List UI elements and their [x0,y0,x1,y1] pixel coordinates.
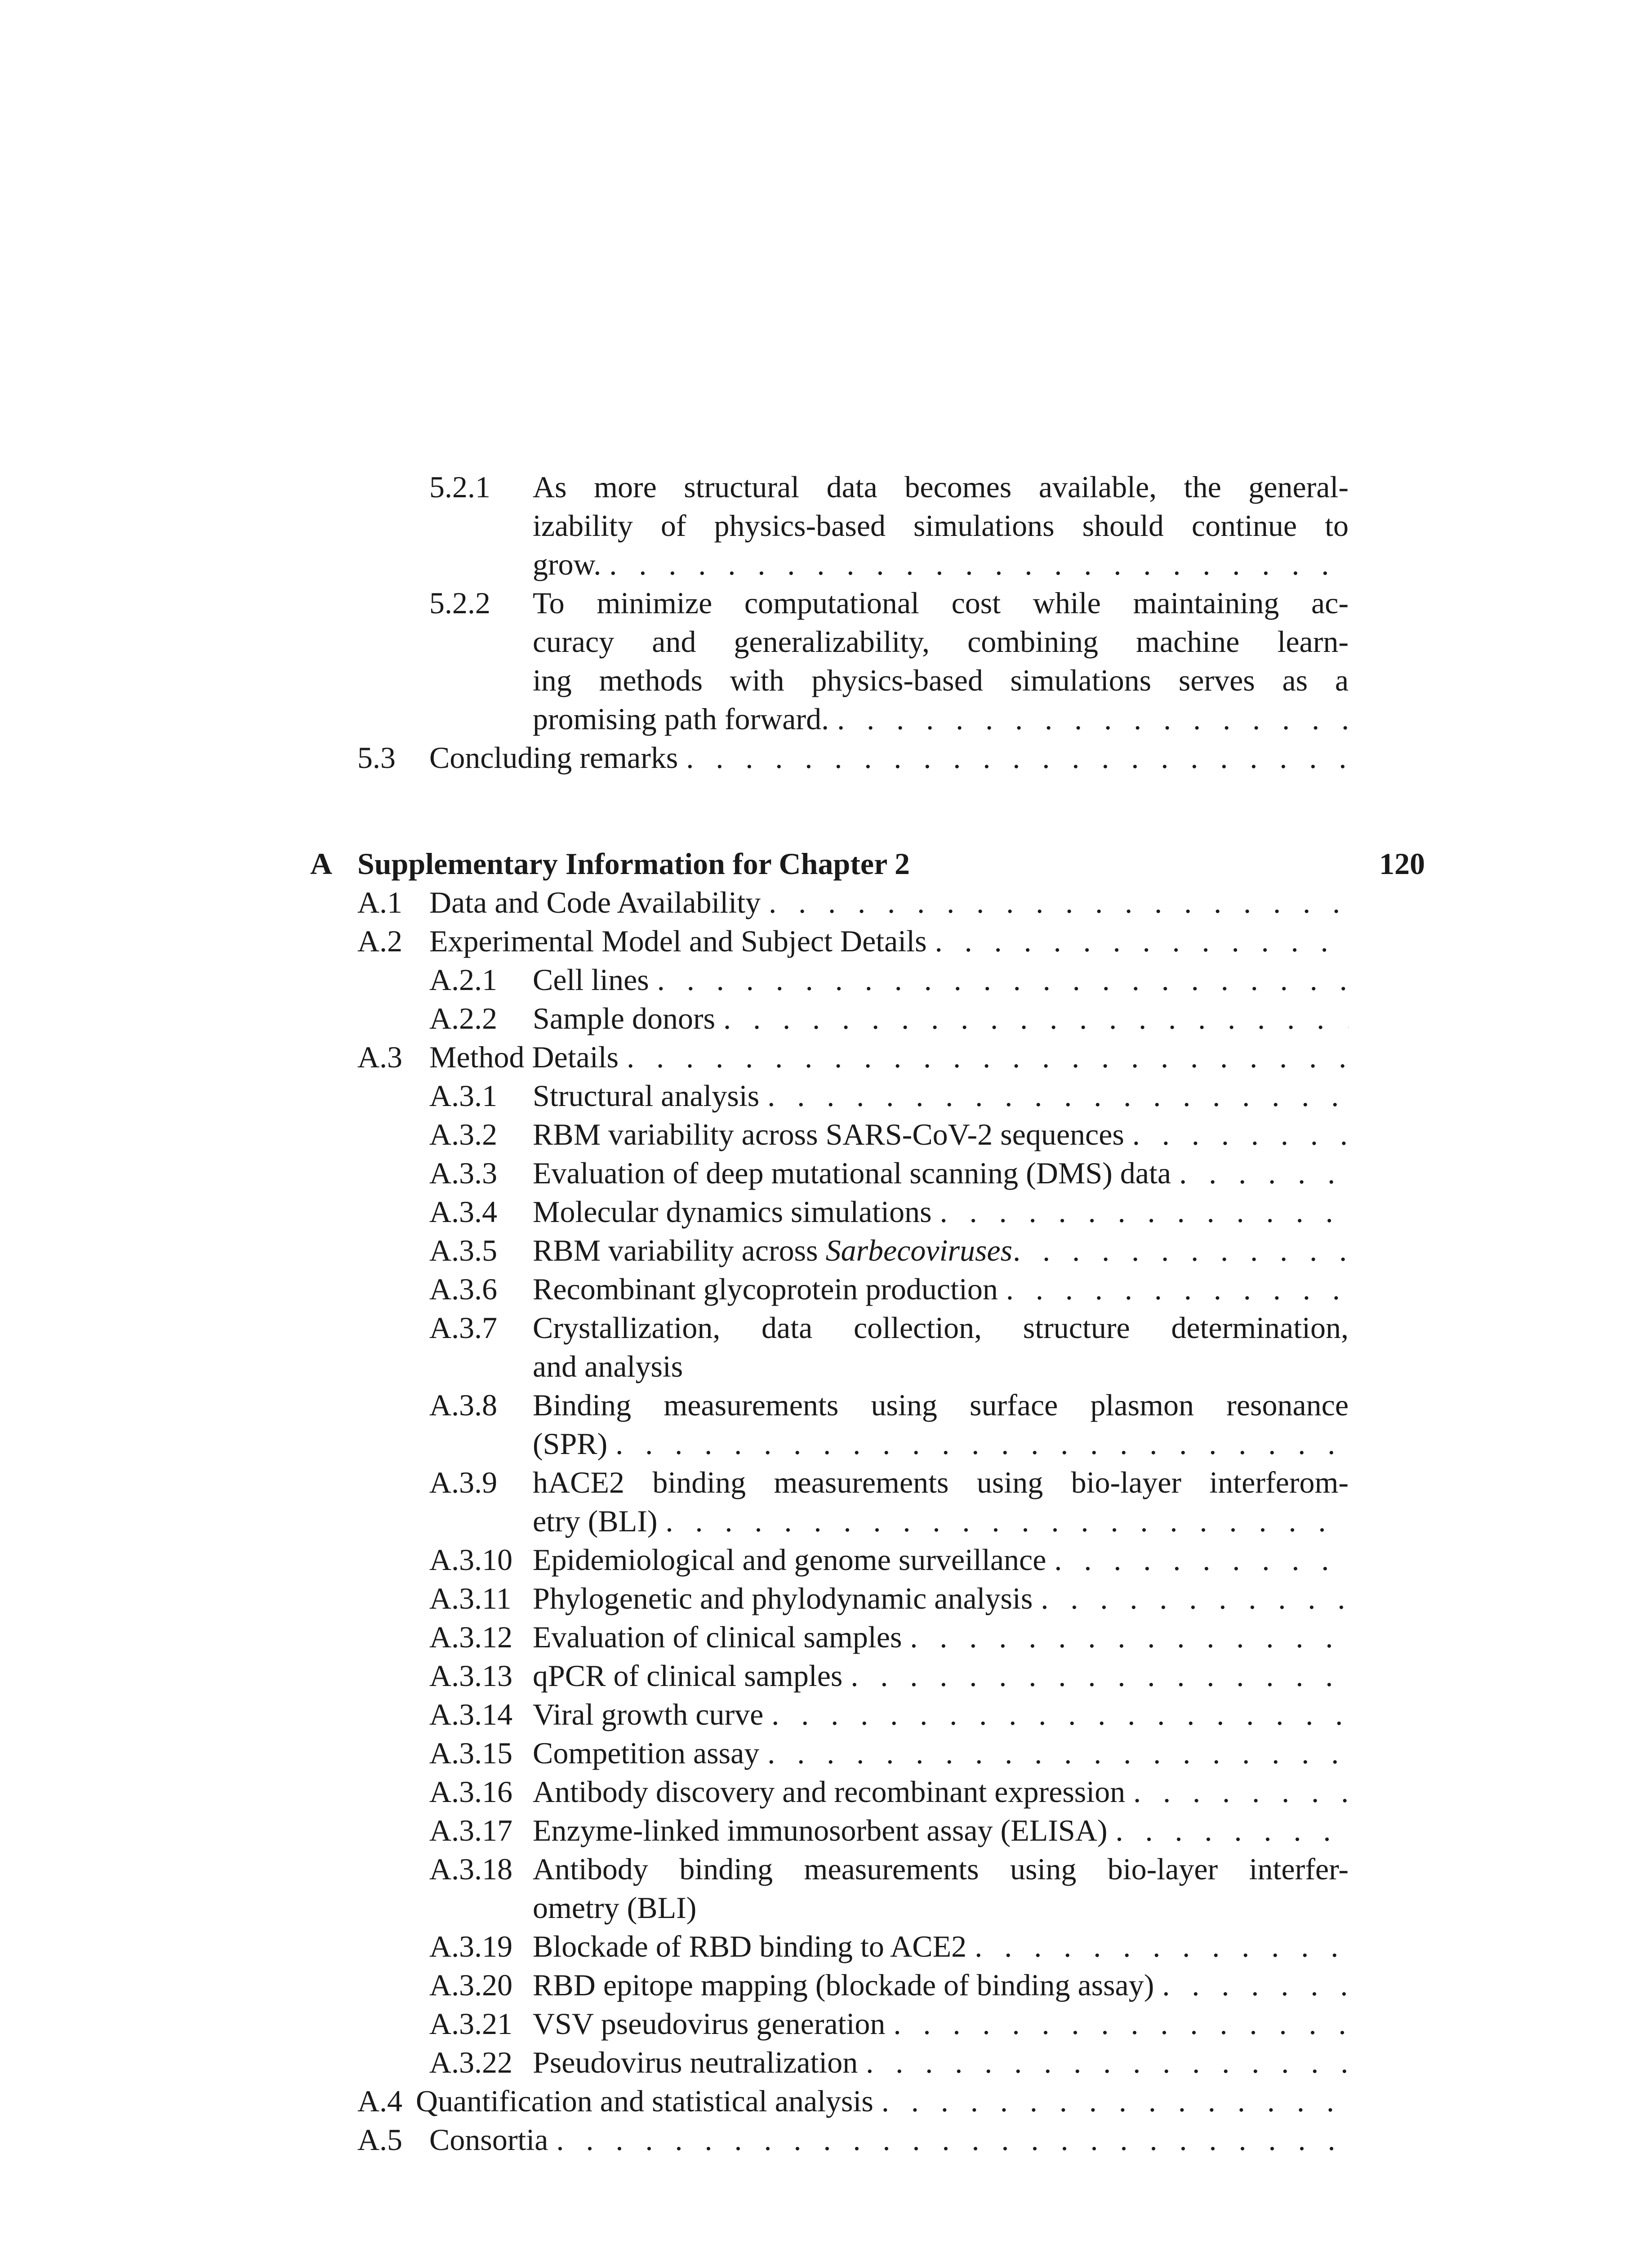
leader-dots [609,545,1349,584]
entry-title: Data and Code Availability [429,885,761,919]
leader-dots [771,1695,1349,1734]
entry-number: A.2.2 [429,1001,498,1035]
entry-title-line: Binding measurements using surface plasmon resonance [533,1388,1349,1422]
entry-number: A.3.10 [429,1543,513,1577]
entry-title-line: grow. [533,547,601,581]
entry-number: A.3.1 [429,1079,498,1113]
entry-title [533,1850,1349,1927]
leader-dots [1013,1231,1349,1270]
entry-number: A.3.22 [429,2045,513,2079]
entry-title: Pseudovirus neutralization [533,2045,858,2079]
appendix-letter: A [310,847,333,881]
entry-number: A.3.13 [429,1659,513,1693]
toc-entry[interactable] [0,1734,1652,1772]
toc-entry[interactable] [0,1231,1652,1270]
entry-number: A.3.3 [429,1156,498,1190]
toc-entry[interactable] [0,1386,1652,1463]
leader-dots [1162,1966,1349,2004]
entry-title: Recombinant glycoprotein production [533,1272,998,1306]
toc-entry[interactable] [0,2120,1652,2159]
toc-entry[interactable] [0,1927,1652,1966]
entry-title: Antibody discovery and recombinant expression [533,1775,1126,1809]
leader-dots [1116,1811,1349,1850]
leader-dots [1054,1540,1349,1579]
leader-dots [723,999,1349,1038]
leader-dots [666,1502,1349,1540]
entry-number: A.5 [357,2123,403,2157]
table-of-contents [0,468,1652,2159]
leader-dots [837,700,1349,738]
entry-number: A.3.2 [429,1117,498,1151]
entry-number: A.3 [357,1040,403,1074]
toc-entry[interactable] [0,1850,1652,1927]
entry-title: Competition assay [533,1736,760,1770]
leader-dots [615,1424,1349,1463]
entry-title: Structural analysis [533,1079,760,1113]
entry-title-line: (SPR) [533,1427,608,1461]
appendix-title: Supplementary Information for Chapter 2 [357,847,910,881]
entry-number: A.3.21 [429,2007,513,2041]
leader-dots [893,2004,1349,2043]
entry-title-italic: Sarbecoviruses [825,1233,1013,1267]
toc-entry[interactable] [0,1772,1652,1811]
toc-entry[interactable] [0,1038,1652,1076]
leader-dots [686,738,1349,777]
leader-dots [1132,1115,1349,1154]
entry-title-line: ometry (BLI) [533,1891,697,1925]
toc-entry[interactable] [0,1695,1652,1734]
toc-entry[interactable] [0,2004,1652,2043]
leader-dots [627,1038,1349,1076]
leader-dots [1041,1579,1349,1618]
toc-entry[interactable] [0,999,1652,1038]
entry-title: Molecular dynamics simulations [533,1195,932,1229]
entry-title: qPCR of clinical samples [533,1659,843,1693]
entry-title: Sample donors [533,1001,716,1035]
entry-title-line: and analysis [533,1349,683,1383]
entry-title: Concluding remarks [429,740,678,775]
toc-entry[interactable] [0,1618,1652,1656]
entry-title: Viral growth curve [533,1697,764,1731]
entry-title-line: ing methods with physics-based simulations serves as a [533,663,1349,697]
entry-number: A.2.1 [429,963,498,997]
entry-number: A.1 [357,885,403,919]
entry-number: A.3.5 [429,1233,498,1267]
entry-title: RBM variability across SARS-CoV-2 sequences [533,1117,1124,1151]
toc-entry[interactable] [0,1270,1652,1308]
entry-number: A.3.16 [429,1775,513,1809]
entry-title [533,1231,1012,1270]
appendix-heading[interactable] [0,844,1652,883]
leader-dots [767,1734,1349,1772]
leader-dots [657,960,1349,999]
leader-dots [940,1192,1349,1231]
leader-dots [935,922,1349,960]
entry-title-line: promising path forward. [533,702,829,736]
entry-title-line: Crystallization, data collection, structure determination, [533,1311,1349,1345]
entry-number: 5.2.1 [429,470,490,504]
entry-number: A.3.12 [429,1620,513,1654]
toc-entry[interactable] [0,584,1652,738]
entry-title: Phylogenetic and phylodynamic analysis [533,1581,1033,1615]
entry-title: Evaluation of deep mutational scanning (DMS) data [533,1156,1171,1190]
leader-dots [767,1076,1349,1115]
entry-number: A.3.8 [429,1388,498,1422]
appendix-page-number: 120 [1379,847,1425,881]
toc-entry[interactable] [0,1656,1652,1695]
entry-number: A.3.6 [429,1272,498,1306]
toc-entry[interactable] [0,468,1652,584]
toc-entry[interactable] [0,960,1652,999]
toc-entry[interactable] [0,2082,1652,2120]
entry-title-line: To minimize computational cost while maintaining ac- [533,586,1349,620]
leader-dots [866,2043,1349,2082]
leader-dots [882,2082,1349,2120]
entry-title: Experimental Model and Subject Details [429,924,927,958]
entry-title: Epidemiological and genome surveillance [533,1543,1046,1577]
toc-entry[interactable] [0,1154,1652,1192]
entry-title-line: hACE2 binding measurements using bio-layer interferom- [533,1465,1349,1499]
entry-title: RBD epitope mapping (blockade of binding assay) [533,1968,1154,2002]
leader-dots [1133,1772,1349,1811]
toc-entry-concluding-remarks[interactable] [0,738,1652,777]
leader-dots [769,883,1349,922]
entry-title: Enzyme-linked immunosorbent assay (ELISA) [533,1813,1108,1847]
entry-number: A.3.11 [429,1581,512,1615]
entry-title: Method Details [429,1040,619,1074]
leader-dots [1006,1270,1349,1308]
entry-number: A.3.9 [429,1465,498,1499]
toc-entry[interactable] [0,1811,1652,1850]
toc-entry[interactable] [0,1076,1652,1115]
entry-number: A.3.14 [429,1697,513,1731]
toc-entry[interactable] [0,1463,1652,1540]
entry-title-line: etry (BLI) [533,1504,658,1538]
entry-title-line: Antibody binding measurements using bio-layer interfer- [533,1852,1349,1886]
entry-number: A.4 [357,2084,403,2118]
toc-entry[interactable] [0,1115,1652,1154]
leader-dots [910,1618,1349,1656]
toc-entry[interactable] [0,883,1652,922]
toc-entry[interactable] [0,1540,1652,1579]
section-gap [0,777,1652,844]
entry-title: Cell lines [533,963,649,997]
leader-dots [556,2120,1349,2159]
entry-title [533,1308,1349,1386]
entry-title: Blockade of RBD binding to ACE2 [533,1929,967,1963]
entry-title: Quantification and statistical analysis [416,2084,873,2118]
toc-entry[interactable] [0,1192,1652,1231]
toc-entry[interactable] [0,1966,1652,2004]
entry-title: Evaluation of clinical samples [533,1620,902,1654]
entry-number: A.3.17 [429,1813,513,1847]
entry-title-line: As more structural data becomes available, the general- [533,470,1349,504]
entry-title-line: curacy and generalizability, combining machine learn- [533,624,1349,659]
leader-dots [1179,1154,1349,1192]
entry-number: A.3.18 [429,1852,513,1886]
entry-number: A.3.7 [429,1311,498,1345]
entry-title-line: izability of physics-based simulations should continue to [533,508,1349,543]
leader-dots [975,1927,1349,1966]
entry-title: VSV pseudovirus generation [533,2007,886,2041]
toc-entry[interactable] [0,1308,1652,1386]
entry-number: 5.3 [357,740,396,775]
toc-entry[interactable] [0,2043,1652,2082]
entry-title: Consortia [429,2123,548,2157]
toc-entry[interactable] [0,1579,1652,1618]
toc-entry[interactable] [0,922,1652,960]
entry-title-text: RBM variability across [533,1233,826,1267]
entry-number: A.3.20 [429,1968,513,2002]
entry-number: 5.2.2 [429,586,490,620]
entry-number: A.3.4 [429,1195,498,1229]
entry-number: A.3.19 [429,1929,513,1963]
entry-number: A.3.15 [429,1736,513,1770]
entry-number: A.2 [357,924,403,958]
leader-dots [850,1656,1349,1695]
